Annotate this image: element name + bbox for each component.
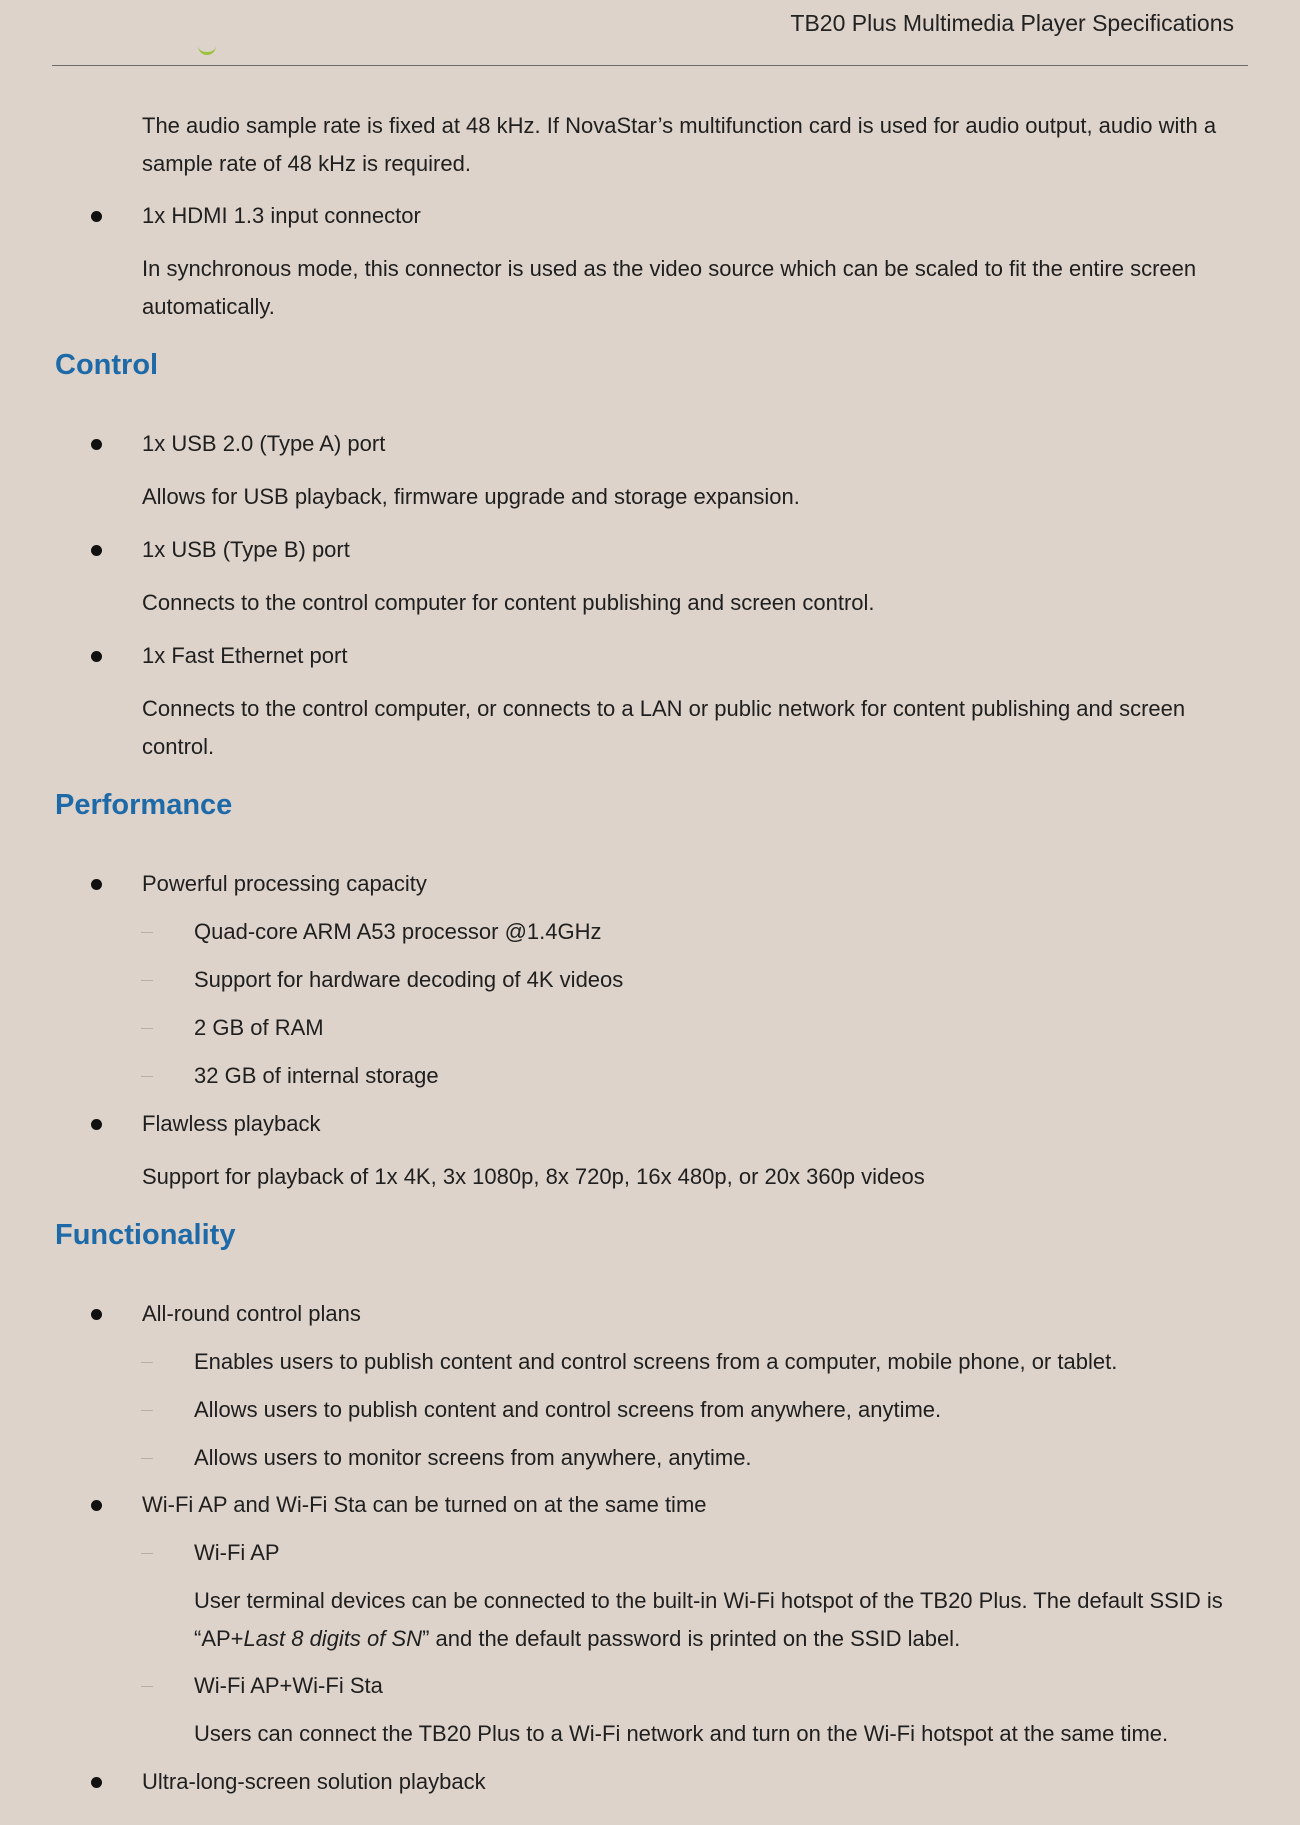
bullet-item-ultra-long xyxy=(0,1763,1300,1801)
sub-item-label: 32 GB of internal storage xyxy=(194,1063,439,1088)
bullet-icon xyxy=(91,439,102,450)
wifi-ap-text-start: User terminal devices can be connected to the built-in Wi-Fi hotspot of the TB20 Plus. The default SSID is “AP+ xyxy=(194,1588,1223,1651)
bullet-item-wifi xyxy=(0,1486,1300,1524)
audio-note-paragraph: The audio sample rate is fixed at 48 kHz. If NovaStar’s multifunction card is used for audio output, audio with a sample rate of 48 kHz is required. xyxy=(142,113,1217,176)
bullet-label: All-round control plans xyxy=(142,1301,361,1326)
bullet-item-processing xyxy=(0,865,1300,903)
dash-icon xyxy=(141,1458,153,1459)
dash-icon xyxy=(141,1028,153,1029)
bullet-item-control-plans xyxy=(0,1295,1300,1333)
bullet-icon xyxy=(91,1119,102,1130)
sub-item-label: Wi-Fi AP+Wi-Fi Sta xyxy=(194,1673,383,1698)
bullet-label: Ultra-long-screen solution playback xyxy=(142,1769,486,1794)
bullet-label: 1x USB 2.0 (Type A) port xyxy=(142,431,386,456)
hdmi-description: In synchronous mode, this connector is used as the video source which can be scaled to fit the entire screen automatically. xyxy=(142,256,1197,319)
document-title: TB20 Plus Multimedia Player Specifications xyxy=(790,10,1234,36)
dash-icon xyxy=(141,980,153,981)
sub-item-label: Allows users to publish content and control screens from anywhere, anytime. xyxy=(194,1397,942,1422)
sub-item-label: 2 GB of RAM xyxy=(194,1015,324,1040)
dash-icon xyxy=(141,1076,153,1077)
bullet-icon xyxy=(91,211,102,222)
ethernet-description: Connects to the control computer, or connects to a LAN or public network for content publishing and screen control. xyxy=(142,696,1186,759)
sub-item-label: Support for hardware decoding of 4K videos xyxy=(194,967,624,992)
sub-item-label: Allows users to monitor screens from anywhere, anytime. xyxy=(194,1445,752,1470)
bullet-icon xyxy=(91,1500,102,1511)
sub-item-processor xyxy=(0,913,1300,951)
bullet-item-usb-a xyxy=(0,425,1300,463)
dash-icon xyxy=(141,1686,153,1687)
bullet-icon xyxy=(91,879,102,890)
section-heading-performance: Performance xyxy=(55,789,233,821)
bullet-icon xyxy=(91,1309,102,1320)
wifi-ap-text-end: ” and the default password is printed on the SSID label. xyxy=(422,1626,961,1651)
wifi-sta-description: Users can connect the TB20 Plus to a Wi-Fi network and turn on the Wi-Fi hotspot at the same time. xyxy=(194,1721,1169,1746)
header-divider xyxy=(52,65,1248,66)
usb-a-description: Allows for USB playback, firmware upgrade and storage expansion. xyxy=(142,484,800,509)
sub-item-label: Quad-core ARM A53 processor @1.4GHz xyxy=(194,919,602,944)
bullet-label: 1x Fast Ethernet port xyxy=(142,643,348,668)
sub-item-ram xyxy=(0,1009,1300,1047)
section-heading-control: Control xyxy=(55,349,159,381)
sub-item-publish-devices xyxy=(0,1343,1300,1381)
sub-item-decoding xyxy=(0,961,1300,999)
bullet-label: 1x USB (Type B) port xyxy=(142,537,350,562)
bullet-label: Wi-Fi AP and Wi-Fi Sta can be turned on at the same time xyxy=(142,1492,707,1517)
dash-icon xyxy=(141,932,153,933)
page-header xyxy=(0,0,1300,70)
bullet-icon xyxy=(91,651,102,662)
bullet-icon xyxy=(91,545,102,556)
sub-item-monitor xyxy=(0,1439,1300,1477)
section-heading-functionality: Functionality xyxy=(55,1219,236,1251)
brand-logo-mark xyxy=(198,44,216,55)
wifi-ap-ssid-placeholder: Last 8 digits of SN xyxy=(243,1626,423,1651)
sub-item-wifi-sta xyxy=(0,1667,1300,1705)
sub-item-storage xyxy=(0,1057,1300,1095)
sub-item-publish-anywhere xyxy=(0,1391,1300,1429)
bullet-item-hdmi xyxy=(0,197,1300,235)
bullet-item-ethernet xyxy=(0,637,1300,675)
dash-icon xyxy=(141,1362,153,1363)
sub-item-label: Enables users to publish content and control screens from a computer, mobile phone, or tablet. xyxy=(194,1349,1118,1374)
bullet-label: Powerful processing capacity xyxy=(142,871,427,896)
bullet-item-usb-b xyxy=(0,531,1300,569)
wifi-ap-description xyxy=(194,1582,1259,1658)
dash-icon xyxy=(141,1410,153,1411)
usb-b-description: Connects to the control computer for content publishing and screen control. xyxy=(142,590,875,615)
bullet-item-playback xyxy=(0,1105,1300,1143)
bullet-label: 1x HDMI 1.3 input connector xyxy=(142,203,421,228)
bullet-icon xyxy=(91,1777,102,1788)
sub-item-label: Wi-Fi AP xyxy=(194,1540,280,1565)
playback-description: Support for playback of 1x 4K, 3x 1080p, 8x 720p, 16x 480p, or 20x 360p videos xyxy=(142,1164,925,1189)
sub-item-wifi-ap xyxy=(0,1534,1300,1572)
bullet-label: Flawless playback xyxy=(142,1111,321,1136)
dash-icon xyxy=(141,1553,153,1554)
